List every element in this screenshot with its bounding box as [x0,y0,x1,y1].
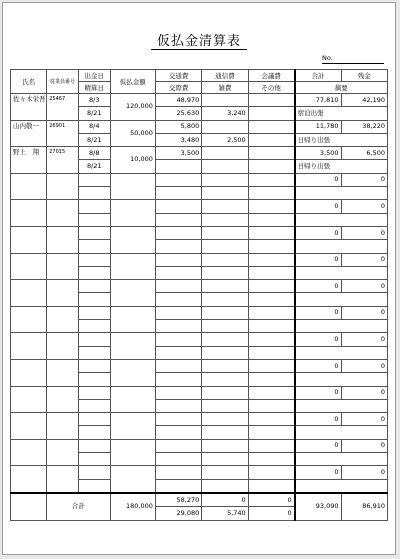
record-meeting[interactable] [248,253,294,266]
record-summary[interactable] [295,320,388,333]
record-communication[interactable] [202,94,248,107]
record-settle-date[interactable] [78,426,110,439]
record-meeting[interactable] [248,200,294,213]
record-entertainment[interactable] [155,346,201,359]
record-balance[interactable]: 0 [341,333,388,346]
record-total[interactable]: 0 [295,200,341,213]
record-summary[interactable] [295,453,388,466]
record-transport[interactable]: 3,500 [155,147,201,160]
record-emp-no[interactable] [47,253,79,280]
record-balance[interactable]: 0 [341,386,388,399]
record-entertainment[interactable] [155,266,201,279]
record-balance[interactable]: 38,220 [341,120,388,133]
record-name[interactable] [11,359,47,386]
record-advance[interactable] [110,253,155,280]
footer-total: 93,090 [295,493,341,520]
record-summary[interactable] [295,346,388,359]
record-other[interactable] [248,266,294,279]
record-entertainment[interactable] [155,453,201,466]
record-meeting[interactable] [248,359,294,372]
record-misc[interactable] [202,479,248,493]
record-advance[interactable] [110,439,155,466]
record-transport[interactable] [155,386,201,399]
record-emp-no[interactable] [47,226,79,253]
record-row-top [11,439,388,452]
record-misc[interactable] [202,399,248,412]
record-other[interactable] [248,187,294,200]
record-other[interactable] [248,453,294,466]
header-summary: 摘要 [295,82,388,94]
footer-total-label: 合計 [47,493,110,520]
footer-entertainment: 29,080 [155,507,201,520]
record-misc[interactable] [202,240,248,253]
record-row-top [11,386,388,399]
record-transport[interactable] [155,280,201,293]
record-misc[interactable] [202,320,248,333]
record-name[interactable] [11,413,47,440]
record-row-top [11,94,388,107]
record-other[interactable] [248,240,294,253]
record-entertainment[interactable]: 25,630 [155,107,201,120]
record-transport[interactable] [155,439,201,452]
record-summary[interactable]: 宿泊出張 [295,107,388,120]
record-name[interactable] [11,466,47,493]
record-transport[interactable] [155,253,201,266]
record-entertainment[interactable] [155,426,201,439]
record-emp-no[interactable] [47,413,79,440]
record-emp-no[interactable] [47,333,79,360]
record-misc[interactable] [202,160,248,173]
record-emp-no[interactable] [47,200,79,227]
record-communication[interactable] [202,173,248,186]
record-total[interactable]: 0 [295,466,341,479]
record-emp-no[interactable] [47,359,79,386]
footer-other: 0 [248,507,294,520]
record-balance[interactable]: 0 [341,413,388,426]
record-meeting[interactable] [248,226,294,239]
record-communication[interactable] [202,280,248,293]
record-meeting[interactable] [248,280,294,293]
record-misc[interactable] [202,213,248,226]
record-out-date[interactable] [78,226,110,239]
record-out-date[interactable] [78,439,110,452]
header-communication: 通信費 [202,70,248,82]
record-row-top [11,200,388,213]
record-balance[interactable]: 0 [341,439,388,452]
record-transport[interactable] [155,413,201,426]
record-entertainment[interactable] [155,213,201,226]
record-summary[interactable] [295,479,388,493]
record-summary[interactable] [295,426,388,439]
record-name[interactable]: 佐々木栄吾 [11,94,47,121]
record-emp-no[interactable] [47,306,79,333]
record-balance[interactable]: 42,190 [341,94,388,107]
record-advance[interactable] [110,200,155,227]
record-summary[interactable] [295,240,388,253]
header-other: その他 [248,82,294,94]
record-meeting[interactable] [248,439,294,452]
record-settle-date[interactable] [78,187,110,200]
record-meeting[interactable] [248,386,294,399]
record-misc[interactable] [202,453,248,466]
record-balance[interactable]: 0 [341,226,388,239]
record-row-top [11,333,388,346]
record-entertainment[interactable] [155,160,201,173]
settlement-table [10,69,388,521]
record-summary[interactable] [295,266,388,279]
record-name[interactable] [11,200,47,227]
record-name[interactable] [11,226,47,253]
record-communication[interactable] [202,226,248,239]
record-communication[interactable] [202,120,248,133]
record-transport[interactable] [155,466,201,479]
record-row-top [11,280,388,293]
record-other[interactable] [248,373,294,386]
record-communication[interactable] [202,306,248,319]
header-misc: 雑費 [202,82,248,94]
record-other[interactable] [248,133,294,146]
header-out-date: 出金日 [78,70,110,82]
record-advance[interactable] [110,280,155,307]
record-transport[interactable] [155,200,201,213]
record-other[interactable] [248,320,294,333]
record-emp-no[interactable] [47,173,79,200]
record-name[interactable] [11,253,47,280]
record-total[interactable]: 0 [295,173,341,186]
record-out-date[interactable] [78,413,110,426]
record-advance[interactable] [110,413,155,440]
record-row-top [11,466,388,479]
record-meeting[interactable] [248,466,294,479]
record-summary[interactable] [295,187,388,200]
record-transport[interactable] [155,306,201,319]
record-row-top [11,147,388,160]
record-summary[interactable] [295,399,388,412]
header-row-1 [11,70,388,82]
record-out-date[interactable] [78,359,110,372]
record-entertainment[interactable] [155,293,201,306]
record-row-top [11,359,388,372]
record-misc[interactable]: 3,240 [202,107,248,120]
record-name[interactable] [11,439,47,466]
record-advance[interactable]: 10,000 [110,147,155,174]
record-row-top [11,413,388,426]
record-misc[interactable] [202,346,248,359]
record-advance[interactable]: 120,000 [110,94,155,121]
record-out-date[interactable] [78,200,110,213]
record-row-top [11,226,388,239]
record-out-date[interactable] [78,386,110,399]
record-total[interactable]: 0 [295,306,341,319]
record-other[interactable] [248,479,294,493]
record-name[interactable] [11,280,47,307]
record-row-top [11,173,388,186]
record-settle-date[interactable] [78,240,110,253]
record-settle-date[interactable] [78,266,110,279]
record-out-date[interactable]: 8/8 [78,147,110,160]
record-balance[interactable]: 0 [341,253,388,266]
record-advance[interactable]: 50,000 [110,120,155,147]
record-transport[interactable]: 5,800 [155,120,201,133]
header-name: 氏名 [11,70,47,94]
record-emp-no[interactable]: 27015 [47,147,79,174]
header-entertainment: 交際費 [155,82,201,94]
record-name[interactable] [11,306,47,333]
record-balance[interactable]: 0 [341,200,388,213]
record-summary[interactable] [295,373,388,386]
record-summary[interactable]: 日帰り出張 [295,160,388,173]
record-out-date[interactable] [78,173,110,186]
record-total[interactable]: 3,500 [295,147,341,160]
record-emp-no[interactable]: 26901 [47,120,79,147]
record-total[interactable]: 0 [295,226,341,239]
record-advance[interactable] [110,333,155,360]
header-total: 合計 [295,70,341,82]
record-balance[interactable]: 6,500 [341,147,388,160]
footer-advance: 180,000 [110,493,155,520]
record-transport[interactable] [155,333,201,346]
record-total[interactable]: 0 [295,253,341,266]
record-emp-no[interactable]: 25467 [47,94,79,121]
record-other[interactable] [248,160,294,173]
record-communication[interactable] [202,466,248,479]
record-out-date[interactable] [78,306,110,319]
record-entertainment[interactable] [155,399,201,412]
record-meeting[interactable] [248,94,294,107]
record-entertainment[interactable] [155,320,201,333]
record-row-top [11,253,388,266]
record-other[interactable] [248,399,294,412]
record-misc[interactable] [202,373,248,386]
record-balance[interactable]: 0 [341,466,388,479]
record-advance[interactable] [110,359,155,386]
header-advance: 仮払金額 [110,70,155,94]
record-communication[interactable] [202,253,248,266]
record-settle-date[interactable] [78,399,110,412]
record-name[interactable] [11,333,47,360]
record-total[interactable]: 0 [295,280,341,293]
record-emp-no[interactable] [47,280,79,307]
record-emp-no[interactable] [47,386,79,413]
record-out-date[interactable] [78,253,110,266]
record-misc[interactable] [202,293,248,306]
record-entertainment[interactable] [155,240,201,253]
record-misc[interactable] [202,426,248,439]
footer-blank-name [11,493,47,520]
record-settle-date[interactable] [78,373,110,386]
record-communication[interactable] [202,359,248,372]
header-balance: 残金 [341,70,388,82]
record-transport[interactable] [155,226,201,239]
record-settle-date[interactable] [78,453,110,466]
record-communication[interactable] [202,200,248,213]
record-meeting[interactable] [248,173,294,186]
record-balance[interactable]: 0 [341,280,388,293]
record-meeting[interactable] [248,333,294,346]
record-advance[interactable] [110,386,155,413]
record-entertainment[interactable] [155,187,201,200]
record-settle-date[interactable] [78,213,110,226]
footer-meeting: 0 [248,493,294,507]
record-summary[interactable] [295,293,388,306]
record-advance[interactable] [110,306,155,333]
record-balance[interactable]: 0 [341,306,388,319]
footer-row-top [11,493,388,507]
record-total[interactable]: 11,780 [295,120,341,133]
record-settle-date[interactable] [78,320,110,333]
record-communication[interactable] [202,386,248,399]
record-row-top [11,306,388,319]
record-total[interactable]: 0 [295,359,341,372]
footer-balance: 86,910 [341,493,388,520]
record-total[interactable]: 0 [295,413,341,426]
footer-misc: 5,740 [202,507,248,520]
record-total[interactable]: 0 [295,333,341,346]
record-settle-date[interactable]: 8/21 [78,160,110,173]
record-misc[interactable] [202,266,248,279]
record-meeting[interactable] [248,413,294,426]
record-out-date[interactable]: 8/4 [78,120,110,133]
record-total[interactable]: 77,810 [295,94,341,107]
record-name[interactable] [11,173,47,200]
document-page [2,2,396,555]
footer-communication: 0 [202,493,248,507]
record-summary[interactable]: 日帰り出張 [295,133,388,146]
record-advance[interactable] [110,173,155,200]
record-meeting[interactable] [248,306,294,319]
record-out-date[interactable] [78,333,110,346]
record-transport[interactable]: 48,970 [155,94,201,107]
record-other[interactable] [248,346,294,359]
record-entertainment[interactable] [155,373,201,386]
record-balance[interactable]: 0 [341,359,388,372]
record-communication[interactable] [202,439,248,452]
record-entertainment[interactable]: 3,480 [155,133,201,146]
record-name[interactable]: 山内敬一 [11,120,47,147]
page-title: 仮払金清算表 [3,30,395,49]
record-settle-date[interactable]: 8/21 [78,133,110,146]
record-emp-no[interactable] [47,439,79,466]
record-advance[interactable] [110,466,155,493]
record-out-date[interactable] [78,280,110,293]
record-settle-date[interactable] [78,479,110,493]
record-out-date[interactable] [78,466,110,479]
record-advance[interactable] [110,226,155,253]
record-transport[interactable] [155,359,201,372]
record-meeting[interactable] [248,120,294,133]
record-settle-date[interactable] [78,293,110,306]
record-other[interactable] [248,213,294,226]
record-out-date[interactable]: 8/3 [78,94,110,107]
record-other[interactable] [248,107,294,120]
header-meeting: 会議費 [248,70,294,82]
record-other[interactable] [248,426,294,439]
record-settle-date[interactable] [78,346,110,359]
document-number-field[interactable]: No. [322,54,384,64]
record-other[interactable] [248,293,294,306]
record-misc[interactable] [202,187,248,200]
record-communication[interactable] [202,147,248,160]
header-settle-date: 精算日 [78,82,110,94]
record-settle-date[interactable]: 8/21 [78,107,110,120]
record-name[interactable] [11,386,47,413]
record-emp-no[interactable] [47,466,79,493]
record-total[interactable]: 0 [295,386,341,399]
record-balance[interactable]: 0 [341,173,388,186]
record-summary[interactable] [295,213,388,226]
record-meeting[interactable] [248,147,294,160]
footer-transport: 58,270 [155,493,201,507]
header-transport: 交通費 [155,70,201,82]
record-total[interactable]: 0 [295,439,341,452]
header-emp-no: 従業員番号 [47,70,79,94]
record-communication[interactable] [202,333,248,346]
record-entertainment[interactable] [155,479,201,493]
record-transport[interactable] [155,173,201,186]
record-row-top [11,120,388,133]
record-communication[interactable] [202,413,248,426]
record-misc[interactable]: 2,500 [202,133,248,146]
record-name[interactable]: 野上 翔 [11,147,47,174]
